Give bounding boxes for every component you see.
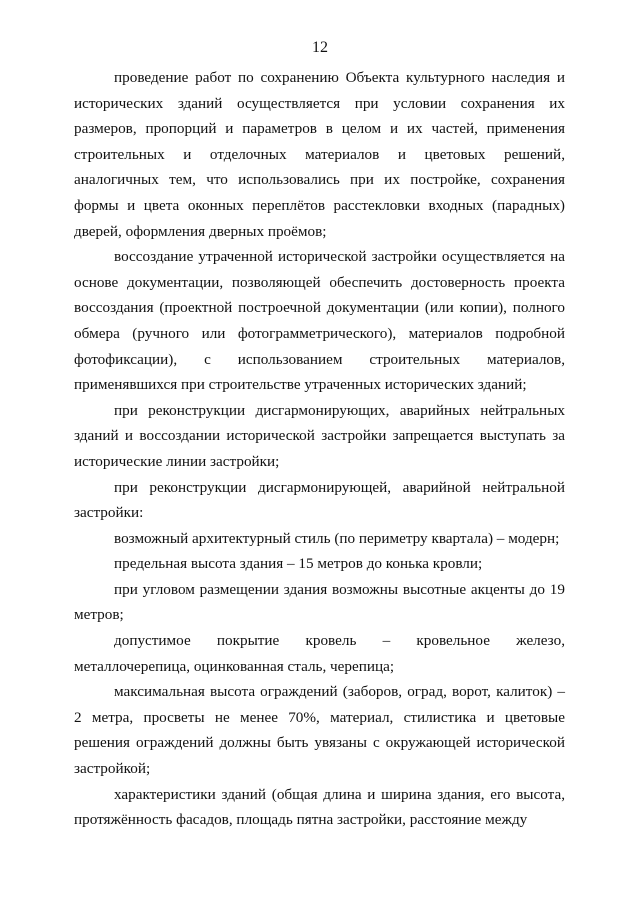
document-body (74, 65, 565, 833)
page-number: 12 (312, 39, 328, 56)
paragraph-roofing: допустимое покрытие кровель – кровельное железо, металлочерепица, оцинкованная сталь, черепица; (74, 632, 565, 675)
paragraph-architectural-style: возможный архитектурный стиль (по периметру квартала) – модерн; (114, 529, 560, 547)
paragraph-max-height: предельная высота здания – 15 метров до конька кровли; (114, 555, 483, 573)
paragraph-reconstruction-intro: при реконструкции дисгармонирующей, аварийной нейтральной застройки: (74, 478, 565, 522)
paragraph-reconstruction-lost-buildings: воссоздание утраченной исторической застройки осуществляется на основе документации, позволяющей обеспечить достоверность проекта воссоздания (проектной построечной документации (или копии), полного обмера (ручного или фотограмметрического), материалов подробной фотофиксации), с использованием строительных материалов, применявшихся при строительстве утраченных исторических зданий; (74, 248, 565, 394)
paragraph-fences: максимальная высота ограждений (заборов, оград, ворот, калиток) – 2 метра, просветы не менее 70%, материал, стилистика и цветовые решения ограждений должны быть увязаны с окружающей исторической застройкой; (74, 683, 565, 778)
paragraph-corner-accents: при угловом размещении здания возможны высотные акценты до 19 метров; (74, 580, 565, 624)
paragraph-preservation-works: проведение работ по сохранению Объекта культурного наследия и исторических зданий осуществляется при условии сохранения их размеров, пропорций и параметров в целом и их частей, применения строительных и отделочных материалов и цветовых решений, аналогичных тем, что использовались при их постройке, сохранения формы и цвета оконных переплётов расстекловки входных (парадных) дверей, оформления дверных проёмов; (74, 69, 565, 240)
paragraph-building-lines: при реконструкции дисгармонирующих, аварийных нейтральных зданий и воссоздании исторической застройки запрещается выступать за исторические линии застройки; (74, 401, 565, 470)
paragraph-building-characteristics: характеристики зданий (общая длина и ширина здания, его высота, протяжённость фасадов, площадь пятна застройки, расстояние между (74, 785, 565, 829)
